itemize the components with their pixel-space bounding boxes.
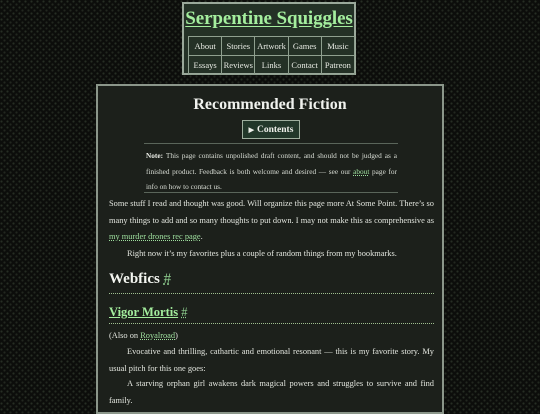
nav-patreon[interactable]: Patreon [321,56,354,75]
intro-text: Some stuff I read and thought was good. Will organize this page more At Some Point. There’s so many things to add and so many thoughts to put down. I may not make this as comprehensive as [109,199,434,225]
section-heading-webfics [109,268,434,294]
nav-contact[interactable]: Contact [288,56,321,75]
contents-toggle[interactable] [242,120,300,139]
entry-heading [109,303,434,324]
site-nav [188,36,355,75]
nav-reviews[interactable]: Reviews [222,56,255,75]
nav-music[interactable]: Music [321,37,354,56]
royalroad-link[interactable]: Royalroad [140,331,176,340]
about-link[interactable]: about [353,166,370,176]
nav-essays[interactable]: Essays [189,56,222,75]
divider [144,192,398,193]
divider [144,143,398,144]
entry-pitch: A starving orphan girl awakens dark magical powers and struggles to survive and find family. [109,379,434,405]
nav-artwork[interactable]: Artwork [255,37,288,56]
murder-drones-rec-link[interactable]: my murder drones rec page [109,232,201,241]
nav-games[interactable]: Games [288,37,321,56]
intro-text-end: . [200,232,203,241]
intro-paragraph [109,196,434,246]
intro-paragraph-2: Right now it’s my favorites plus a couple of random things from my bookmarks. [127,249,397,258]
draft-note [146,148,397,195]
contents-label: Contents [256,124,294,135]
entry-anchor-link[interactable]: # [181,305,188,319]
main-content [96,84,444,414]
also-prefix: (Also on [109,331,141,340]
entry-also-on [109,328,434,345]
nav-stories[interactable]: Stories [222,37,255,56]
site-title-link[interactable]: Serpentine Squiggles [185,8,353,29]
nav-links[interactable]: Links [255,56,288,75]
note-text-end: page for info on how to contact us. [146,166,397,191]
triangle-right-icon: ▶ [248,125,254,134]
note-text: This page contains unpolished draft content, and should not be judged as a finished product. Feedback is both welcome and desired — see our [146,151,397,176]
vigor-mortis-link[interactable]: Vigor Mortis [109,305,179,319]
section-heading-text: Webfics [109,271,160,287]
section-anchor-link[interactable]: # [163,271,172,287]
note-label: Note: [146,151,164,160]
page-title: Recommended Fiction [193,96,347,113]
site-header [182,2,356,75]
nav-about[interactable]: About [189,37,222,56]
also-suffix: ) [175,331,178,340]
entry-description: Evocative and thrilling, cathartic and emotional resonant — this is my favorite story. My usual pitch for this one goes: [109,347,434,373]
